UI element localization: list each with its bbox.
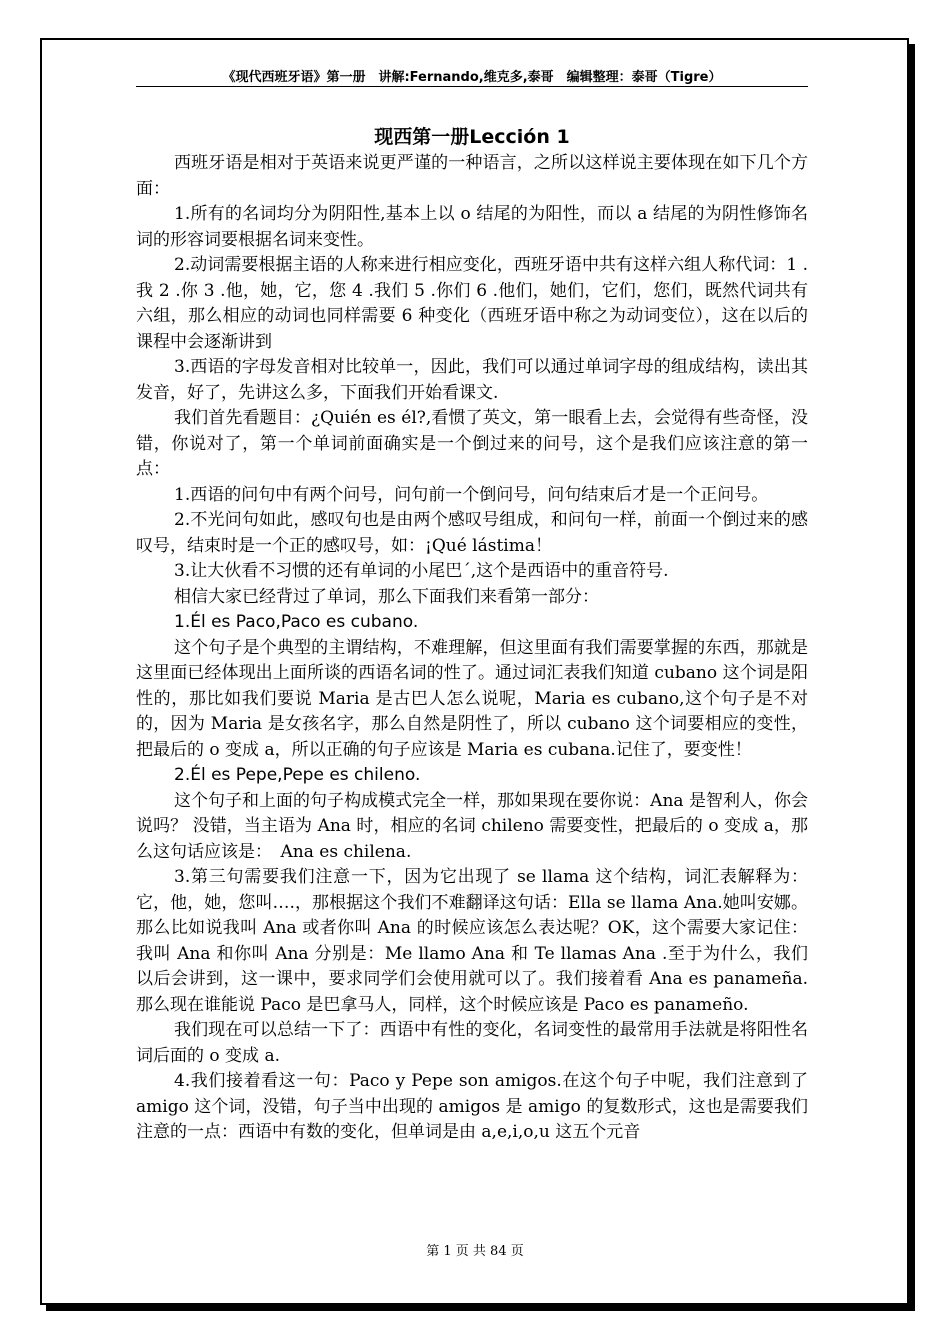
- running-header: 《现代西班牙语》第一册 讲解:Fernando,维克多,泰哥 编辑整理：泰哥（Tigre）: [222, 70, 722, 85]
- paragraph: 这个句子和上面的句子构成模式完全一样，那如果现在要你说：Ana 是智利人，你会说吗？ 没错，当主语为 Ana 时，相应的名词 chileno 需要变性，把最后的 o 变成 a，那么这句话应该是： Ana es chilena.: [136, 790, 808, 862]
- paragraph: 3.第三句需要我们注意一下，因为它出现了 se llama 这个结构，词汇表解释为：它，他，她，您叫….，那根据这个我们不难翻译这句话：Ella se llama Ana.她叫安娜。那么比如说我叫 Ana 或者你叫 Ana 的时候应该怎么表达呢？OK，这个需要大家记住：我叫 Ana 和你叫 Ana 分别是：Me llamo Ana 和 Te llamas Ana .至于为什么，我们以后会讲到，这一课中，要求同学们会使用就可以了。我们接着看 Ana es panameña.那么现在谁能说 Paco 是巴拿马人，同样，这个时候应该是 Paco es panameño.: [136, 867, 808, 1015]
- paragraph: 西班牙语是相对于英语来说更严谨的一种语言，之所以这样说主要体现在如下几个方面：: [136, 153, 808, 199]
- paragraph: 4.我们接着看这一句：Paco y Pepe son amigos.在这个句子中呢，我们注意到了 amigo 这个词，没错，句子当中出现的 amigos 是 amigo 的复数形式，这也是需要我们注意的一点：西语中有数的变化，但单词是由 a,e,i,o,u 这五个元音: [136, 1071, 808, 1142]
- paragraph: 1.所有的名词均分为阴阳性,基本上以 o 结尾的为阳性，而以 a 结尾的为阴性修饰名词的形容词要根据名词来变性。: [136, 204, 808, 250]
- page-footer: 第 1 页 共 84 页: [426, 1244, 524, 1259]
- paragraph: 我们首先看题目：¿Quién es él?,看惯了英文，第一眼看上去，会觉得有些奇怪，没错，你说对了，第一个单词前面确实是一个倒过来的问号，这个是我们应该注意的第一点：: [136, 408, 808, 479]
- paragraph: 1.西语的问句中有两个问号，问句前一个倒问号，问句结束后才是一个正问号。: [174, 484, 769, 505]
- lesson-title: 现西第一册Lección 1: [374, 126, 570, 148]
- header-rule: [136, 86, 808, 87]
- paragraph: 相信大家已经背过了单词，那么下面我们来看第一部分：: [174, 586, 599, 607]
- paragraph: 2.动词需要根据主语的人称来进行相应变化，西班牙语中共有这样六组人称代词：1 .我 2 .你 3 .他，她，它，您 4 .我们 5 .你们 6 .他们，她们，它们，您们，既然代词共有六组，那么相应的动词也同样需要 6 种变化（西班牙语中称之为动词变位），这在以后的课程中会逐渐讲到: [136, 255, 808, 352]
- example-sentence: 2.Él es Pepe,Pepe es chileno.: [174, 765, 421, 785]
- example-sentence: 1.Él es Paco,Paco es cubano.: [174, 612, 419, 632]
- paragraph: 3.让大伙看不习惯的还有单词的小尾巴´,这个是西语中的重音符号.: [174, 561, 669, 581]
- paragraph: 3.西语的字母发音相对比较单一，因此，我们可以通过单词字母的组成结构，读出其发音，好了，先讲这么多，下面我们开始看课文.: [136, 357, 808, 403]
- document-body: [136, 123, 808, 1146]
- paragraph: 我们现在可以总结一下了：西语中有性的变化，名词变性的最常用手法就是将阳性名词后面的 o 变成 a.: [136, 1020, 808, 1066]
- paragraph: 2.不光问句如此，感叹句也是由两个感叹号组成，和问句一样，前面一个倒过来的感叹号，结束时是一个正的感叹号，如：¡Qué lástima！: [136, 510, 808, 556]
- paragraph: 这个句子是个典型的主谓结构，不难理解，但这里面有我们需要掌握的东西，那就是这里面已经体现出上面所谈的西语名词的性了。通过词汇表我们知道 cubano 这个词是阳性的，那比如我们要说 Maria 是古巴人怎么说呢，Maria es cubano,这个句子是不对的，因为 Maria 是女孩名字，那么自然是阴性了，所以 cubano 这个词要相应的变性，把最后的 o 变成 a，所以正确的句子应该是 Maria es cubana.记住了，要变性！: [136, 637, 808, 760]
